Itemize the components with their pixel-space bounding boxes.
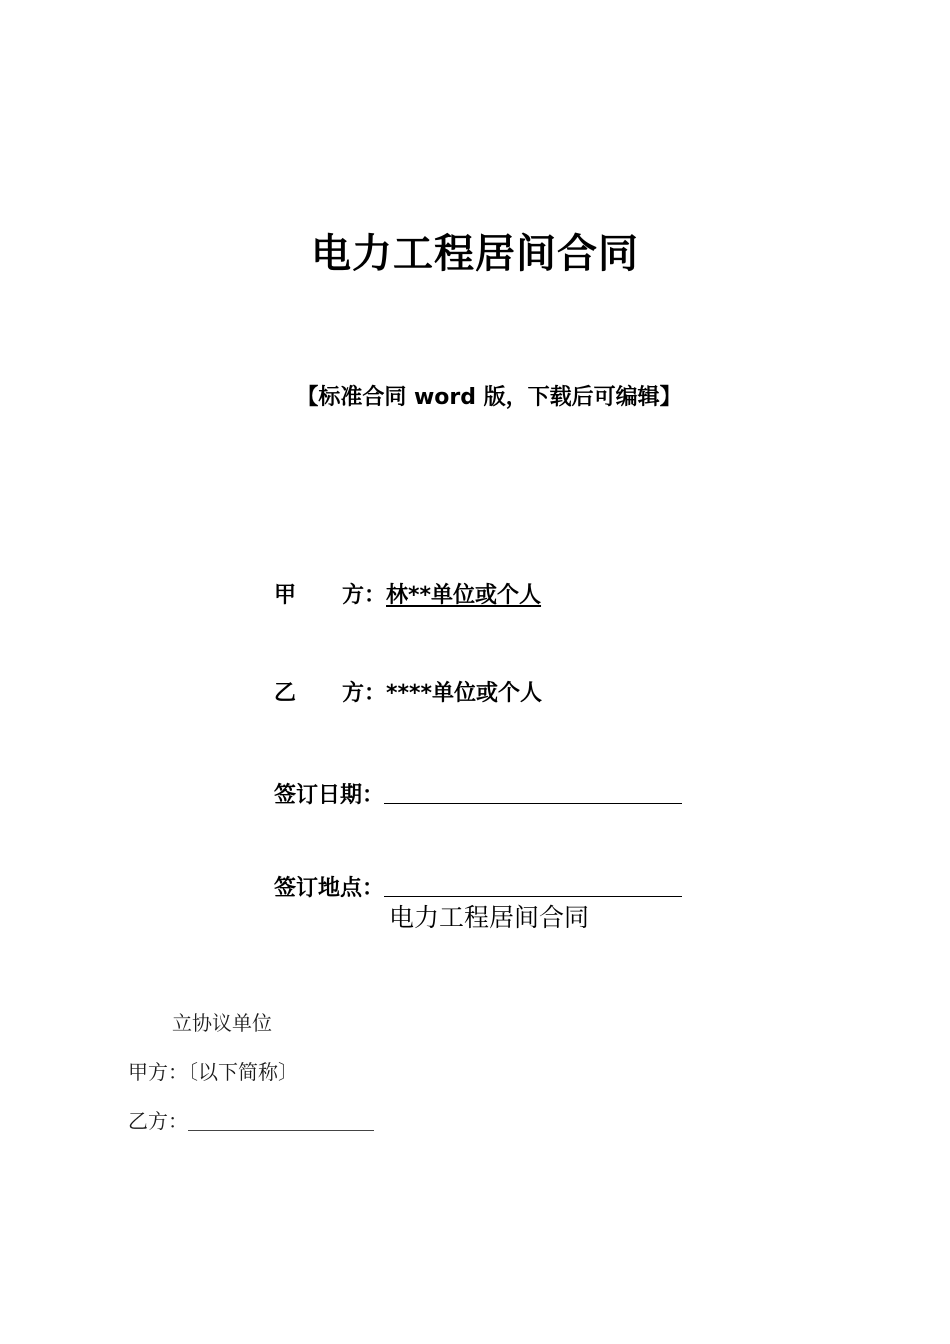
sign-date-field xyxy=(274,778,682,809)
body-party-b-label: 乙方： xyxy=(128,1109,188,1133)
party-a-label-char: 甲 xyxy=(274,583,297,608)
party-a-field xyxy=(274,578,541,609)
sign-date-blank[interactable] xyxy=(384,783,682,804)
cover-subtitle: 【标准合同 word 版，下载后可编辑】 xyxy=(296,385,682,410)
body-line-party-a: 甲方：〔以下简称〕 xyxy=(128,1060,298,1084)
party-b-value: ****单位或个人 xyxy=(386,681,543,706)
party-b-label xyxy=(274,676,386,707)
body-line-parties-intro: 立协议单位 xyxy=(172,1011,272,1035)
party-a-label xyxy=(274,578,386,609)
body-title: 电力工程居间合同 xyxy=(388,903,589,932)
cover-title: 电力工程居间合同 xyxy=(311,231,639,277)
body-line-party-b xyxy=(128,1105,374,1134)
sign-place-label: 签订地点： xyxy=(274,876,385,901)
sign-date-label: 签订日期： xyxy=(274,783,385,808)
party-a-value: 林**单位或个人 xyxy=(386,583,542,608)
sign-place-blank[interactable] xyxy=(384,876,682,897)
body-party-b-blank[interactable] xyxy=(188,1112,374,1131)
party-b-label-char: 乙 xyxy=(274,681,297,706)
party-a-label-suffix: 方： xyxy=(342,583,387,608)
party-b-label-suffix: 方： xyxy=(342,681,387,706)
party-b-field xyxy=(274,676,542,707)
